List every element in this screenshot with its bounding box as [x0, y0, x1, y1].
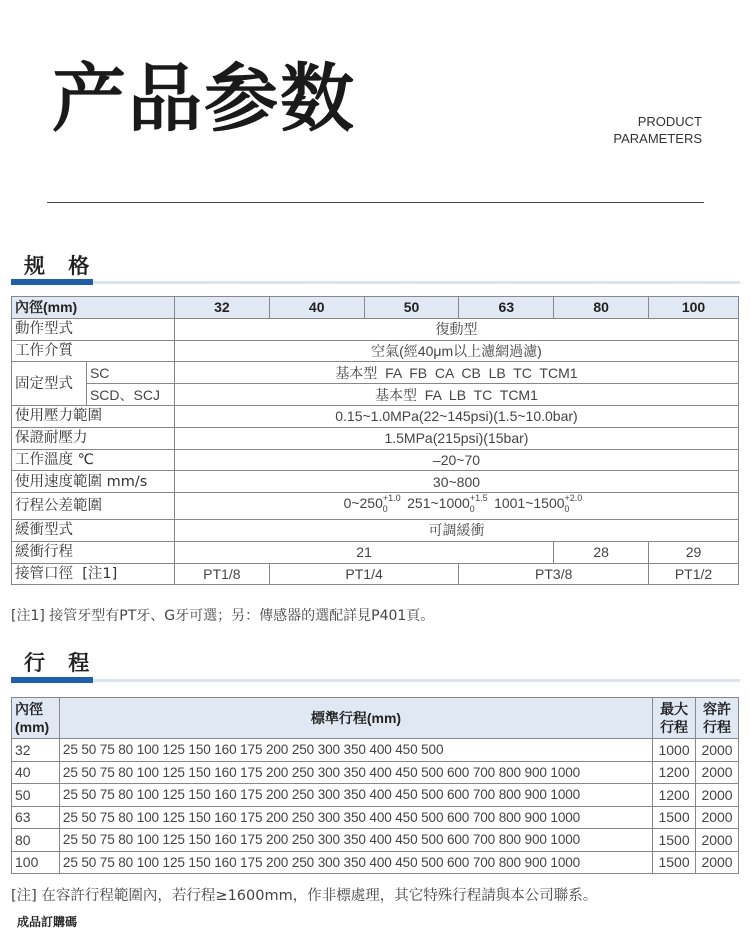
spec-note: [注1] 接管牙型有PT牙、G牙可選；另：傳感器的選配詳見P401頁。 — [11, 608, 435, 624]
spec-row-pressure — [12, 405, 739, 427]
spec-value: 基本型 FA LB TC TCM1 — [174, 384, 738, 406]
spec-row-speed — [12, 471, 739, 493]
spec-row-cushion-type — [12, 519, 739, 541]
stroke-col-allow: 容許行程 — [696, 698, 739, 739]
row-allow: 2000 — [696, 784, 739, 807]
page-title: 产品参数 — [52, 56, 356, 142]
spec-value: PT1/8 — [174, 563, 269, 585]
spec-label: 緩衝型式 — [12, 519, 175, 541]
row-stroke-list: 25 50 75 80 100 125 150 160 175 200 250 300 350 400 450 500 600 700 800 900 1000 — [59, 829, 652, 852]
tolerance-lower-3: 0 — [564, 503, 570, 514]
row-bore: 32 — [12, 739, 60, 762]
spec-label: 使用壓力範圍 — [12, 405, 175, 427]
row-max: 1000 — [653, 739, 696, 762]
row-stroke-list: 25 50 75 80 100 125 150 160 175 200 250 300 350 400 450 500 600 700 800 900 1000 — [59, 851, 652, 874]
spec-row-cushion-stroke — [12, 541, 739, 563]
row-max: 1200 — [653, 761, 696, 784]
tolerance-range-1: 0~250 — [343, 495, 383, 512]
spec-value: 29 — [649, 541, 739, 563]
spec-value: –20~70 — [174, 449, 738, 471]
table-row — [12, 784, 739, 807]
spec-label: 工作介質 — [12, 340, 175, 362]
spec-label: 緩衝行程 — [12, 541, 175, 563]
spec-value: 21 — [174, 541, 553, 563]
row-bore: 100 — [12, 851, 60, 874]
row-allow: 2000 — [696, 829, 739, 852]
spec-row-proof — [12, 427, 739, 449]
spec-value: 1.5MPa(215psi)(15bar) — [174, 427, 738, 449]
table-row — [12, 806, 739, 829]
spec-heading: 规 格 — [24, 254, 98, 278]
stroke-note: [注] 在容許行程範圍內，若行程≥1600mm，作非標處理，其它特殊行程請與本公司聯系。 — [11, 888, 598, 904]
row-max: 1500 — [653, 851, 696, 874]
subtitle-line-2: PARAMETERS — [613, 131, 702, 146]
stroke-table — [11, 697, 739, 874]
order-code-heading: 成品訂購碼 — [17, 915, 78, 929]
header-divider — [47, 202, 704, 203]
spec-value: 30~800 — [174, 471, 738, 493]
spec-col-bore: 內徑(mm) — [12, 297, 175, 319]
row-max: 1200 — [653, 784, 696, 807]
spec-col-100: 100 — [649, 297, 739, 319]
stroke-col-bore: 內徑(mm) — [12, 698, 60, 739]
row-max: 1500 — [653, 829, 696, 852]
tolerance-range-2: 251~1000 — [407, 495, 470, 512]
row-stroke-list: 25 50 75 80 100 125 150 160 175 200 250 300 350 400 450 500 600 700 800 900 1000 — [59, 761, 652, 784]
table-row — [12, 829, 739, 852]
spec-col-50: 50 — [364, 297, 459, 319]
spec-label: 工作溫度 ℃ — [12, 449, 175, 471]
spec-heading-line — [93, 281, 740, 284]
spec-label: 動作型式 — [12, 318, 175, 340]
row-allow: 2000 — [696, 806, 739, 829]
row-bore: 50 — [12, 784, 60, 807]
row-stroke-list: 25 50 75 80 100 125 150 160 175 200 250 300 350 400 450 500 — [59, 739, 652, 762]
tolerance-lower-2: 0 — [469, 503, 475, 514]
spec-row-port — [12, 563, 739, 585]
tolerance-value: $0\sim 250^{+1.0}_0$ $251\sim 1000^{+1.5}_0$ $1001\sim 1500^{+2.0}_0$ — [174, 493, 738, 520]
spec-value: PT3/8 — [459, 563, 649, 585]
spec-value: 基本型 FA FB CA CB LB TC TCM1 — [174, 362, 738, 384]
stroke-heading: 行 程 — [24, 651, 98, 675]
spec-value: PT1/2 — [649, 563, 739, 585]
tolerance-lower-1: 0 — [382, 503, 388, 514]
spec-col-32: 32 — [174, 297, 269, 319]
stroke-col-standard: 標準行程(mm) — [59, 698, 652, 739]
spec-row-temp — [12, 449, 739, 471]
spec-value: 0.15~1.0MPa(22~145psi)(1.5~10.0bar) — [174, 405, 738, 427]
spec-label: 接管口徑 [注1] — [12, 563, 175, 585]
stroke-header-row — [12, 698, 739, 739]
spec-col-80: 80 — [554, 297, 649, 319]
spec-value: 28 — [554, 541, 649, 563]
spec-row-tolerance — [12, 493, 739, 520]
spec-table — [11, 296, 739, 585]
spec-label: 固定型式 — [12, 362, 87, 406]
table-row — [12, 739, 739, 762]
spec-label: 保證耐壓力 — [12, 427, 175, 449]
subtitle-line-1: PRODUCT — [637, 114, 702, 129]
row-bore: 40 — [12, 761, 60, 784]
spec-heading-bar — [11, 279, 93, 285]
table-row — [12, 761, 739, 784]
mount-sub-label: SCD、SCJ — [86, 384, 174, 406]
spec-row-mount-scd — [12, 384, 739, 406]
mount-sub-label: SC — [86, 362, 174, 384]
spec-header-row — [12, 297, 739, 319]
spec-value: 可調緩衝 — [174, 519, 738, 541]
spec-value: 空氣(經40μm以上濾網過濾) — [174, 340, 738, 362]
row-max: 1500 — [653, 806, 696, 829]
stroke-heading-line — [93, 679, 740, 682]
row-bore: 63 — [12, 806, 60, 829]
spec-value: 復動型 — [174, 318, 738, 340]
row-allow: 2000 — [696, 761, 739, 784]
row-allow: 2000 — [696, 851, 739, 874]
spec-col-63: 63 — [459, 297, 554, 319]
spec-col-40: 40 — [269, 297, 364, 319]
spec-label: 行程公差範圍 — [12, 493, 175, 520]
row-bore: 80 — [12, 829, 60, 852]
row-allow: 2000 — [696, 739, 739, 762]
row-stroke-list: 25 50 75 80 100 125 150 160 175 200 250 300 350 400 450 500 600 700 800 900 1000 — [59, 784, 652, 807]
spec-label: 使用速度範圍 mm/s — [12, 471, 175, 493]
table-row — [12, 851, 739, 874]
row-stroke-list: 25 50 75 80 100 125 150 160 175 200 250 300 350 400 450 500 600 700 800 900 1000 — [59, 806, 652, 829]
stroke-col-max: 最大行程 — [653, 698, 696, 739]
spec-row-medium — [12, 340, 739, 362]
spec-value: PT1/4 — [269, 563, 459, 585]
tolerance-range-3: 1001~1500 — [494, 495, 565, 512]
spec-row-action — [12, 318, 739, 340]
page-subtitle — [613, 113, 702, 147]
stroke-heading-bar — [11, 677, 93, 683]
spec-row-mount-sc — [12, 362, 739, 384]
